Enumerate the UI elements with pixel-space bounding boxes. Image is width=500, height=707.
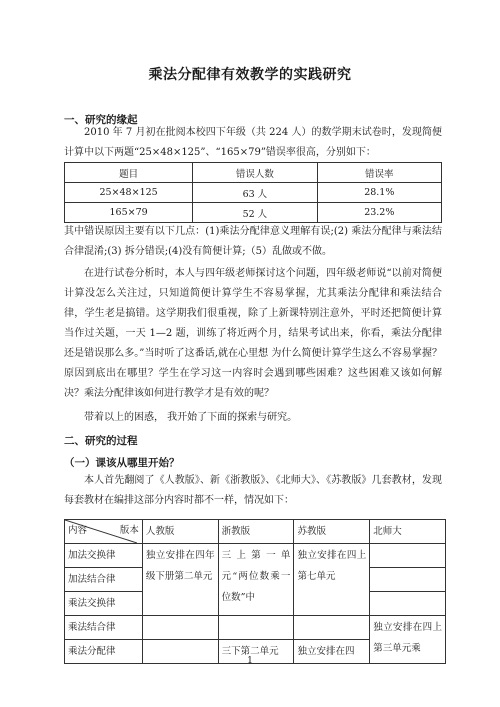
table-cell: 165×79: [65, 203, 193, 223]
section2-heading: 二、研究的过程: [64, 435, 138, 447]
section2-subheading: （一）课该从哪里开始？: [64, 457, 180, 469]
table-cell: [370, 568, 446, 592]
table-cell: 23.2%: [317, 203, 441, 223]
table-cell: [218, 616, 294, 640]
transition-paragraph: 带着以上的困惑， 我开始了下面的探索与研究。: [84, 412, 298, 423]
table-cell: [370, 544, 446, 568]
page-title: 乘法分配律有效教学的实践研究: [148, 67, 352, 83]
renjiao-cell: 独立安排在四年级下册第二单元: [142, 544, 218, 616]
error-rate-table: [64, 162, 442, 223]
table-header: 错误人数: [193, 163, 317, 183]
section1-heading: 一、研究的缘起: [64, 114, 138, 126]
table-row: [65, 544, 446, 568]
row-label: 乘法结合律: [65, 616, 143, 640]
table-header: 人教版: [142, 520, 218, 544]
table-header: 苏教版: [294, 520, 370, 544]
corner-label-content: 内容: [68, 525, 88, 536]
table-corner-cell: [65, 520, 143, 544]
error-reasons: 其中错误原因主要有以下几点：(1)乘法分配律意义理解有误;(2) 乘法分配律与乘法结合律混淆;(3) 拆分错误;(4)没有简便计算;（5）乱做或不做。: [64, 226, 442, 257]
table-cell: 52 人: [193, 203, 317, 223]
zhejiao-cell-2: 三下第二单元: [218, 640, 294, 664]
table-header-row: [65, 163, 442, 183]
row-label: 乘法交换律: [65, 592, 143, 616]
table-header-row: [65, 520, 446, 544]
textbook-comparison-table: [64, 519, 446, 664]
page-number: 1: [247, 656, 253, 666]
table-cell: 28.1%: [317, 183, 441, 203]
row-label: 加法结合律: [65, 568, 143, 592]
table-row: [65, 183, 442, 203]
table-cell: [370, 592, 446, 616]
table-row: [65, 203, 442, 223]
table-header: 题目: [65, 163, 193, 183]
row-label: 乘法分配律: [65, 640, 143, 664]
section1-intro: 2010 年 7 月初在批阅本校四下年级（共 224 人）的数学期末试卷时，发现简便计算中以下两题“25×48×125”、“165×79”错误率很高，分别如下：: [64, 127, 442, 158]
section2-intro: 本人首先翻阅了《人教版》、新《浙教版》、《北师大》、《苏教版》几套教材，发现每套教材在编排这部分内容时都不一样，情况如下：: [64, 475, 442, 506]
sujiao-cell-2: 独立安排在四: [294, 640, 370, 664]
beishida-cell: 独立安排在四上第三单元乘: [370, 616, 446, 664]
table-row: [65, 616, 446, 640]
zhejiao-cell: 三上第一单元“两位数乘一位数”中: [218, 544, 294, 616]
table-cell: [294, 616, 370, 640]
sujiao-cell: 独立安排在四上第七单元: [294, 544, 370, 616]
table-cell: 63 人: [193, 183, 317, 203]
row-label: 加法交换律: [65, 544, 143, 568]
corner-label-version: 版本: [119, 525, 139, 536]
table-header: 北师大: [370, 520, 446, 544]
table-cell: [142, 616, 218, 640]
table-header: 错误率: [317, 163, 441, 183]
table-header: 浙教版: [218, 520, 294, 544]
analysis-paragraph: 在进行试卷分析时，本人与四年级老师探讨这个问题，四年级老师说“以前对简便计算没怎么关注过，只知道简便计算学生不容易掌握，尤其乘法分配律和乘法结合律，学生老是搞错。这学期我们很重视，除了上新课特别注意外，平时还把简便计算当作过关题，一天 1—2 题，训练了将近两个月，结果考试出来，你看，乘法分配律还是错误那么多。”当时听了这番话,就在心里想 为什么简便计算学生这么不容易掌握？原因到底出在哪里？学生在学习这一内容时会遇到哪些困难？这些困难又该如何解决？乘法分配律该如何进行教学才是有效的呢？: [64, 268, 442, 399]
table-cell: 25×48×125: [65, 183, 193, 203]
